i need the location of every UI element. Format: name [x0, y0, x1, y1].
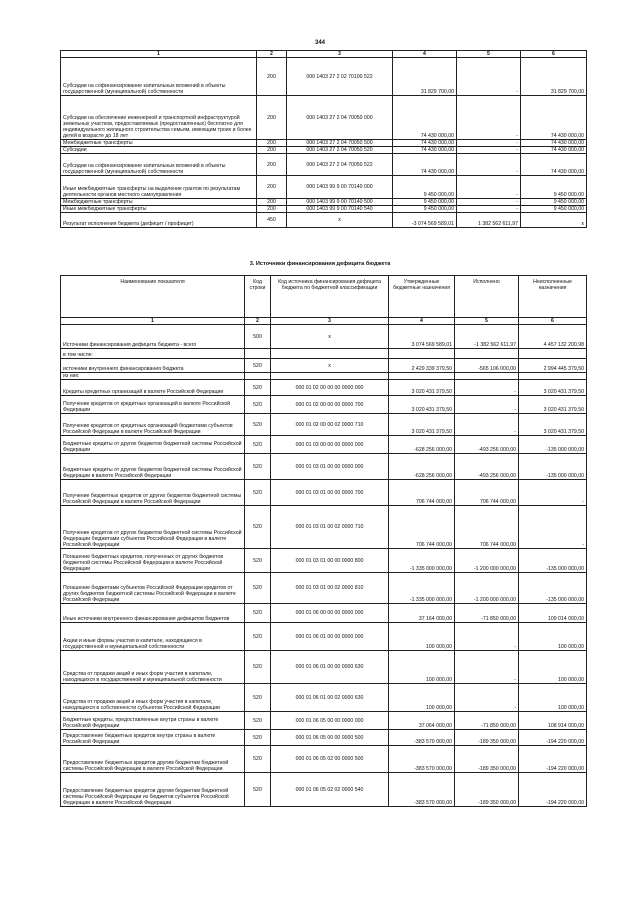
unexecuted-amount: - — [519, 506, 587, 549]
table-row — [61, 213, 587, 228]
executed-amount: -71 850 000,00 — [455, 712, 519, 730]
table-row — [61, 380, 587, 396]
unexecuted-amount — [519, 349, 587, 359]
executed-amount: - — [455, 396, 519, 414]
line-code: 520 — [245, 436, 271, 454]
executed-amount: -1 200 000 000,00 — [455, 573, 519, 604]
header-approved: Утвержденные бюджетные назначения — [389, 276, 455, 318]
indicator-name: Погашение бюджетных кредитов, полученных от других бюджетов бюджетной системы Российской Федерации в валюте Российской Федерации — [61, 549, 245, 573]
source-code: 000 01 03 01 00 00 0000 800 — [271, 549, 389, 573]
column-number: 2 — [245, 318, 271, 325]
table-row — [61, 506, 587, 549]
indicator-name: Бюджетные кредиты от других бюджетов бюджетной системы Российской Федерации — [61, 436, 245, 454]
indicator-name: Бюджетные кредиты, предоставленные внутри страны в валюте Российской Федерации — [61, 712, 245, 730]
table-row — [61, 396, 587, 414]
line-code: 200 — [257, 199, 287, 206]
approved-amount: 706 744 000,00 — [389, 480, 455, 506]
table-row — [61, 773, 587, 807]
approved-amount: 3 020 431 379,50 — [389, 414, 455, 436]
approved-amount: 3 074 569 589,01 — [389, 325, 455, 349]
approved-amount: 3 020 431 379,50 — [389, 396, 455, 414]
source-code: 000 01 02 00 00 02 0000 710 — [271, 414, 389, 436]
line-code: 520 — [245, 730, 271, 746]
indicator-name: Межбюджетные трансферты — [61, 199, 257, 206]
column-number: 4 — [393, 51, 457, 58]
table-row — [61, 730, 587, 746]
indicator-name: Погашение бюджетами субъектов Российской Федерации кредитов от других бюджетов бюджетной системы Российской Федерации в валюте Российской Федерации — [61, 573, 245, 604]
source-code: 000 01 06 05 00 00 0000 500 — [271, 730, 389, 746]
table-row — [61, 359, 587, 373]
source-code: 000 1403 99 9 00 70140 500 — [287, 199, 393, 206]
unexecuted-amount: -135 000 000,00 — [519, 573, 587, 604]
approved-amount: 100 000,00 — [389, 623, 455, 651]
indicator-name: Предоставление бюджетных кредитов другим бюджетам бюджетной системы Российской Федерации из бюджетов субъектов Российской Федерации в валюте Российской Федерации — [61, 773, 245, 807]
unexecuted-amount: -135 000 000,00 — [519, 549, 587, 573]
approved-amount: -628 256 000,00 — [389, 454, 455, 480]
source-code: 000 01 06 01 00 00 0000 630 — [271, 651, 389, 684]
line-code — [245, 349, 271, 359]
unexecuted-amount: 74 430 000,00 — [521, 140, 587, 147]
unexecuted-amount: 100 000,00 — [519, 684, 587, 712]
column-number: 2 — [257, 51, 287, 58]
indicator-name: Бюджетные кредиты от других бюджетов бюджетной системы Российской Федерации в валюте Российской Федерации — [61, 454, 245, 480]
line-code: 200 — [257, 96, 287, 140]
executed-amount: - — [455, 651, 519, 684]
table-row — [61, 349, 587, 359]
line-code — [245, 373, 271, 380]
table-header-row — [61, 276, 587, 318]
section-title: 3. Источники финансирования дефицита бюджета — [249, 261, 391, 267]
table-row — [61, 96, 587, 140]
unexecuted-amount: 3 020 431 379,50 — [519, 396, 587, 414]
line-code: 450 — [257, 213, 287, 228]
line-code: 520 — [245, 380, 271, 396]
table-row — [61, 176, 587, 199]
column-number: 1 — [61, 51, 257, 58]
table-row — [61, 480, 587, 506]
unexecuted-amount: 2 994 445 379,50 — [519, 359, 587, 373]
approved-amount: 9 450 000,00 — [393, 199, 457, 206]
executed-amount: - — [457, 96, 521, 140]
line-code: 520 — [245, 414, 271, 436]
source-code: 000 01 03 01 00 02 0000 710 — [271, 506, 389, 549]
approved-amount: 2 429 339 379,50 — [389, 359, 455, 373]
approved-amount: 3 020 431 379,50 — [389, 380, 455, 396]
executed-amount: -71 850 000,00 — [455, 604, 519, 623]
unexecuted-amount: 9 450 000,00 — [521, 176, 587, 199]
executed-amount — [455, 349, 519, 359]
column-number: 5 — [457, 51, 521, 58]
indicator-name: Субсидии на обеспечение инженерной и транспортной инфраструктурой земельных участков, предоставляемых (предоставленных) бесплатно для индивидуального жилищного строительства семьям, имеющим троих и более детей в возрасте до 18 лет — [61, 96, 257, 140]
line-code: 200 — [257, 140, 287, 147]
line-code: 520 — [245, 359, 271, 373]
executed-amount: - — [455, 380, 519, 396]
table-row — [61, 325, 587, 349]
line-code: 520 — [245, 480, 271, 506]
executed-amount: - — [457, 140, 521, 147]
expenses-table-continuation — [60, 50, 587, 228]
executed-amount: -1 382 562 611,97 — [455, 325, 519, 349]
executed-amount: - — [457, 58, 521, 96]
source-code: 000 01 06 01 00 00 0000 000 — [271, 623, 389, 651]
approved-amount: -1 335 000 000,00 — [389, 573, 455, 604]
line-code: 520 — [245, 712, 271, 730]
unexecuted-amount: 9 450 000,00 — [521, 206, 587, 213]
header-indicator-name: Наименование показателя — [61, 276, 245, 318]
approved-amount: 37 064 000,00 — [389, 712, 455, 730]
approved-amount: 74 430 000,00 — [393, 96, 457, 140]
source-code: 000 1403 99 9 00 70140 540 — [287, 206, 393, 213]
approved-amount: -628 256 000,00 — [389, 436, 455, 454]
approved-amount: 9 450 000,00 — [393, 176, 457, 199]
source-code: 000 01 02 00 00 00 0000 000 — [271, 380, 389, 396]
line-code: 520 — [245, 746, 271, 773]
column-numbers-row — [61, 51, 587, 58]
approved-amount: 74 430 000,00 — [393, 154, 457, 176]
table-row — [61, 604, 587, 623]
column-number: 1 — [61, 318, 245, 325]
unexecuted-amount: 100 000,00 — [519, 651, 587, 684]
source-code — [271, 349, 389, 359]
approved-amount: 100 000,00 — [389, 651, 455, 684]
page-number: 344 — [314, 40, 325, 46]
column-number: 3 — [271, 318, 389, 325]
indicator-name: Средства от продажи акций и иных форм участия в капитале, находящихся в собственности субъектов Российской Федерации — [61, 684, 245, 712]
unexecuted-amount: -194 220 000,00 — [519, 773, 587, 807]
approved-amount: 706 744 000,00 — [389, 506, 455, 549]
approved-amount — [389, 373, 455, 380]
column-number: 5 — [455, 318, 519, 325]
executed-amount: - — [455, 684, 519, 712]
unexecuted-amount: 74 430 000,00 — [521, 96, 587, 140]
table-row — [61, 140, 587, 147]
line-code: 520 — [245, 549, 271, 573]
line-code: 200 — [257, 58, 287, 96]
indicator-name: Предоставление бюджетных кредитов другим бюджетам бюджетной системы Российской Федерации в валюте Российской Федерации — [61, 746, 245, 773]
table-row — [61, 436, 587, 454]
executed-amount: 1 382 562 611,97 — [457, 213, 521, 228]
executed-amount: - — [457, 147, 521, 154]
unexecuted-amount: 3 020 431 379,50 — [519, 380, 587, 396]
source-code: 000 1403 99 9 00 70140 000 — [287, 176, 393, 199]
line-code: 200 — [257, 154, 287, 176]
unexecuted-amount: 4 457 132 200,98 — [519, 325, 587, 349]
table-row — [61, 623, 587, 651]
approved-amount: -383 570 000,00 — [389, 730, 455, 746]
source-code: 000 01 03 01 00 00 0000 000 — [271, 454, 389, 480]
source-code: x — [271, 325, 389, 349]
source-code — [271, 373, 389, 380]
line-code: 200 — [257, 176, 287, 199]
approved-amount — [389, 349, 455, 359]
approved-amount: 74 430 000,00 — [393, 140, 457, 147]
unexecuted-amount: 3 020 431 379,50 — [519, 414, 587, 436]
indicator-name: источники внутреннего финансирования бюджета — [61, 359, 245, 373]
line-code: 520 — [245, 506, 271, 549]
executed-amount: - — [457, 206, 521, 213]
unexecuted-amount: -135 000 000,00 — [519, 454, 587, 480]
approved-amount: -3 074 569 589,01 — [393, 213, 457, 228]
table-row — [61, 373, 587, 380]
table-row — [61, 454, 587, 480]
unexecuted-amount: 74 430 000,00 — [521, 154, 587, 176]
unexecuted-amount — [519, 373, 587, 380]
approved-amount: 31 829 700,00 — [393, 58, 457, 96]
deficit-financing-sources-table — [60, 275, 587, 807]
approved-amount: -1 335 000 000,00 — [389, 549, 455, 573]
table-row — [61, 746, 587, 773]
executed-amount: - — [455, 414, 519, 436]
indicator-name: Получение кредитов от других бюджетов бюджетной системы Российской Федерации бюджетами субъектов Российской Федерации в валюте Российской Федерации — [61, 506, 245, 549]
source-code: 000 1403 27 2 04 70050 520 — [287, 147, 393, 154]
header-unexecuted: Неисполненные назначения — [519, 276, 587, 318]
indicator-name: Субсидии на софинансирование капитальных вложений в объекты государственной (муниципальной) собственности — [61, 58, 257, 96]
table-row — [61, 147, 587, 154]
indicator-name: Субсидии на софинансирование капитальных вложений в объекты государственной (муниципальной) собственности — [61, 154, 257, 176]
executed-amount: - — [455, 623, 519, 651]
indicator-name: Иные межбюджетные трансферты на выделение грантов по результатам деятельности органов местного самоуправления — [61, 176, 257, 199]
source-code: 000 01 03 01 00 00 0000 700 — [271, 480, 389, 506]
column-number: 6 — [519, 318, 587, 325]
executed-amount: -1 200 000 000,00 — [455, 549, 519, 573]
source-code: x — [287, 213, 393, 228]
header-line-code: Код строки — [245, 276, 271, 318]
source-code: 000 1403 27 2 04 70050 522 — [287, 154, 393, 176]
line-code: 200 — [257, 147, 287, 154]
unexecuted-amount: 74 430 000,00 — [521, 147, 587, 154]
line-code: 520 — [245, 651, 271, 684]
unexecuted-amount: 9 450 000,00 — [521, 199, 587, 206]
table-row — [61, 199, 587, 206]
executed-amount: -189 350 000,00 — [455, 730, 519, 746]
unexecuted-amount: 31 829 700,00 — [521, 58, 587, 96]
executed-amount: 706 744 000,00 — [455, 506, 519, 549]
table-row — [61, 684, 587, 712]
approved-amount: 9 450 000,00 — [393, 206, 457, 213]
column-number: 4 — [389, 318, 455, 325]
executed-amount: -189 350 000,00 — [455, 773, 519, 807]
line-code: 500 — [245, 325, 271, 349]
header-source-code: Код источника финансирования дефицита бюджета по бюджетной классификации — [271, 276, 389, 318]
indicator-name: Субсидии — [61, 147, 257, 154]
indicator-name: Межбюджетные трансферты — [61, 140, 257, 147]
executed-amount: -565 106 000,00 — [455, 359, 519, 373]
table-row — [61, 154, 587, 176]
column-number: 3 — [287, 51, 393, 58]
unexecuted-amount: x — [521, 213, 587, 228]
executed-amount: -493 256 000,00 — [455, 454, 519, 480]
table-row — [61, 206, 587, 213]
source-code: 000 01 06 05 02 00 0000 500 — [271, 746, 389, 773]
line-code: 520 — [245, 684, 271, 712]
column-numbers-row — [61, 318, 587, 325]
executed-amount: 706 744 000,00 — [455, 480, 519, 506]
approved-amount: -383 570 000,00 — [389, 746, 455, 773]
table-row — [61, 573, 587, 604]
source-code: 000 1403 27 2 02 70100 522 — [287, 58, 393, 96]
source-code: x — [271, 359, 389, 373]
unexecuted-amount: - — [519, 480, 587, 506]
unexecuted-amount: 108 914 000,00 — [519, 712, 587, 730]
line-code: 520 — [245, 454, 271, 480]
indicator-name: Акции и иные формы участия в капитале, находящиеся в государственной и муниципальной собственности — [61, 623, 245, 651]
unexecuted-amount: 109 014 000,00 — [519, 604, 587, 623]
approved-amount: 100 000,00 — [389, 684, 455, 712]
line-code: 520 — [245, 573, 271, 604]
indicator-name: Получение кредитов от кредитных организаций в валюте Российской Федерации — [61, 396, 245, 414]
executed-amount: -189 350 000,00 — [455, 746, 519, 773]
indicator-name: Иные источники внутреннего финансирования дефицитов бюджетов — [61, 604, 245, 623]
table-row — [61, 651, 587, 684]
line-code: 200 — [257, 206, 287, 213]
indicator-name: Иные межбюджетные трансферты — [61, 206, 257, 213]
indicator-name: в том числе: — [61, 349, 245, 359]
approved-amount: -383 570 000,00 — [389, 773, 455, 807]
unexecuted-amount: -135 000 000,00 — [519, 436, 587, 454]
indicator-name: Источники финансирования дефицита бюджета - всего — [61, 325, 245, 349]
indicator-name: из них: — [61, 373, 245, 380]
indicator-name: Предоставление бюджетных кредитов внутри страны в валюте Российской Федерации — [61, 730, 245, 746]
line-code: 520 — [245, 604, 271, 623]
table-row — [61, 414, 587, 436]
source-code: 000 1403 27 2 04 70050 500 — [287, 140, 393, 147]
executed-amount: -493 256 000,00 — [455, 436, 519, 454]
source-code: 000 01 02 00 00 00 0000 700 — [271, 396, 389, 414]
table-row — [61, 712, 587, 730]
executed-amount: - — [457, 199, 521, 206]
unexecuted-amount: -194 220 000,00 — [519, 730, 587, 746]
header-executed: Исполнено — [455, 276, 519, 318]
unexecuted-amount: -194 220 000,00 — [519, 746, 587, 773]
indicator-name: Получение кредитов от кредитных организаций бюджетами субъектов Российской Федерации в валюте Российской Федерации — [61, 414, 245, 436]
source-code: 000 01 06 05 00 00 0000 000 — [271, 712, 389, 730]
column-number: 6 — [521, 51, 587, 58]
source-code: 000 01 03 01 00 02 0000 810 — [271, 573, 389, 604]
approved-amount: 37 164 000,00 — [389, 604, 455, 623]
unexecuted-amount: 100 000,00 — [519, 623, 587, 651]
source-code: 000 01 03 00 00 00 0000 000 — [271, 436, 389, 454]
line-code: 520 — [245, 773, 271, 807]
table-row — [61, 549, 587, 573]
executed-amount: - — [457, 154, 521, 176]
source-code: 000 01 06 01 00 02 0000 630 — [271, 684, 389, 712]
executed-amount: - — [457, 176, 521, 199]
indicator-name: Кредиты кредитных организаций в валюте Российской Федерации — [61, 380, 245, 396]
table-row — [61, 58, 587, 96]
indicator-name: Результат исполнения бюджета (дефицит / профицит) — [61, 213, 257, 228]
indicator-name: Получение бюджетных кредитов от других бюджетов бюджетной системы Российской Федерации в валюте Российской Федерации — [61, 480, 245, 506]
executed-amount — [455, 373, 519, 380]
line-code: 520 — [245, 623, 271, 651]
source-code: 000 01 06 05 02 02 0000 540 — [271, 773, 389, 807]
approved-amount: 74 430 000,00 — [393, 147, 457, 154]
source-code: 000 01 06 00 00 00 0000 000 — [271, 604, 389, 623]
source-code: 000 1403 27 2 04 70050 000 — [287, 96, 393, 140]
line-code: 520 — [245, 396, 271, 414]
indicator-name: Средства от продажи акций и иных форм участия в капитале, находящихся в государственной и муниципальной собственности — [61, 651, 245, 684]
